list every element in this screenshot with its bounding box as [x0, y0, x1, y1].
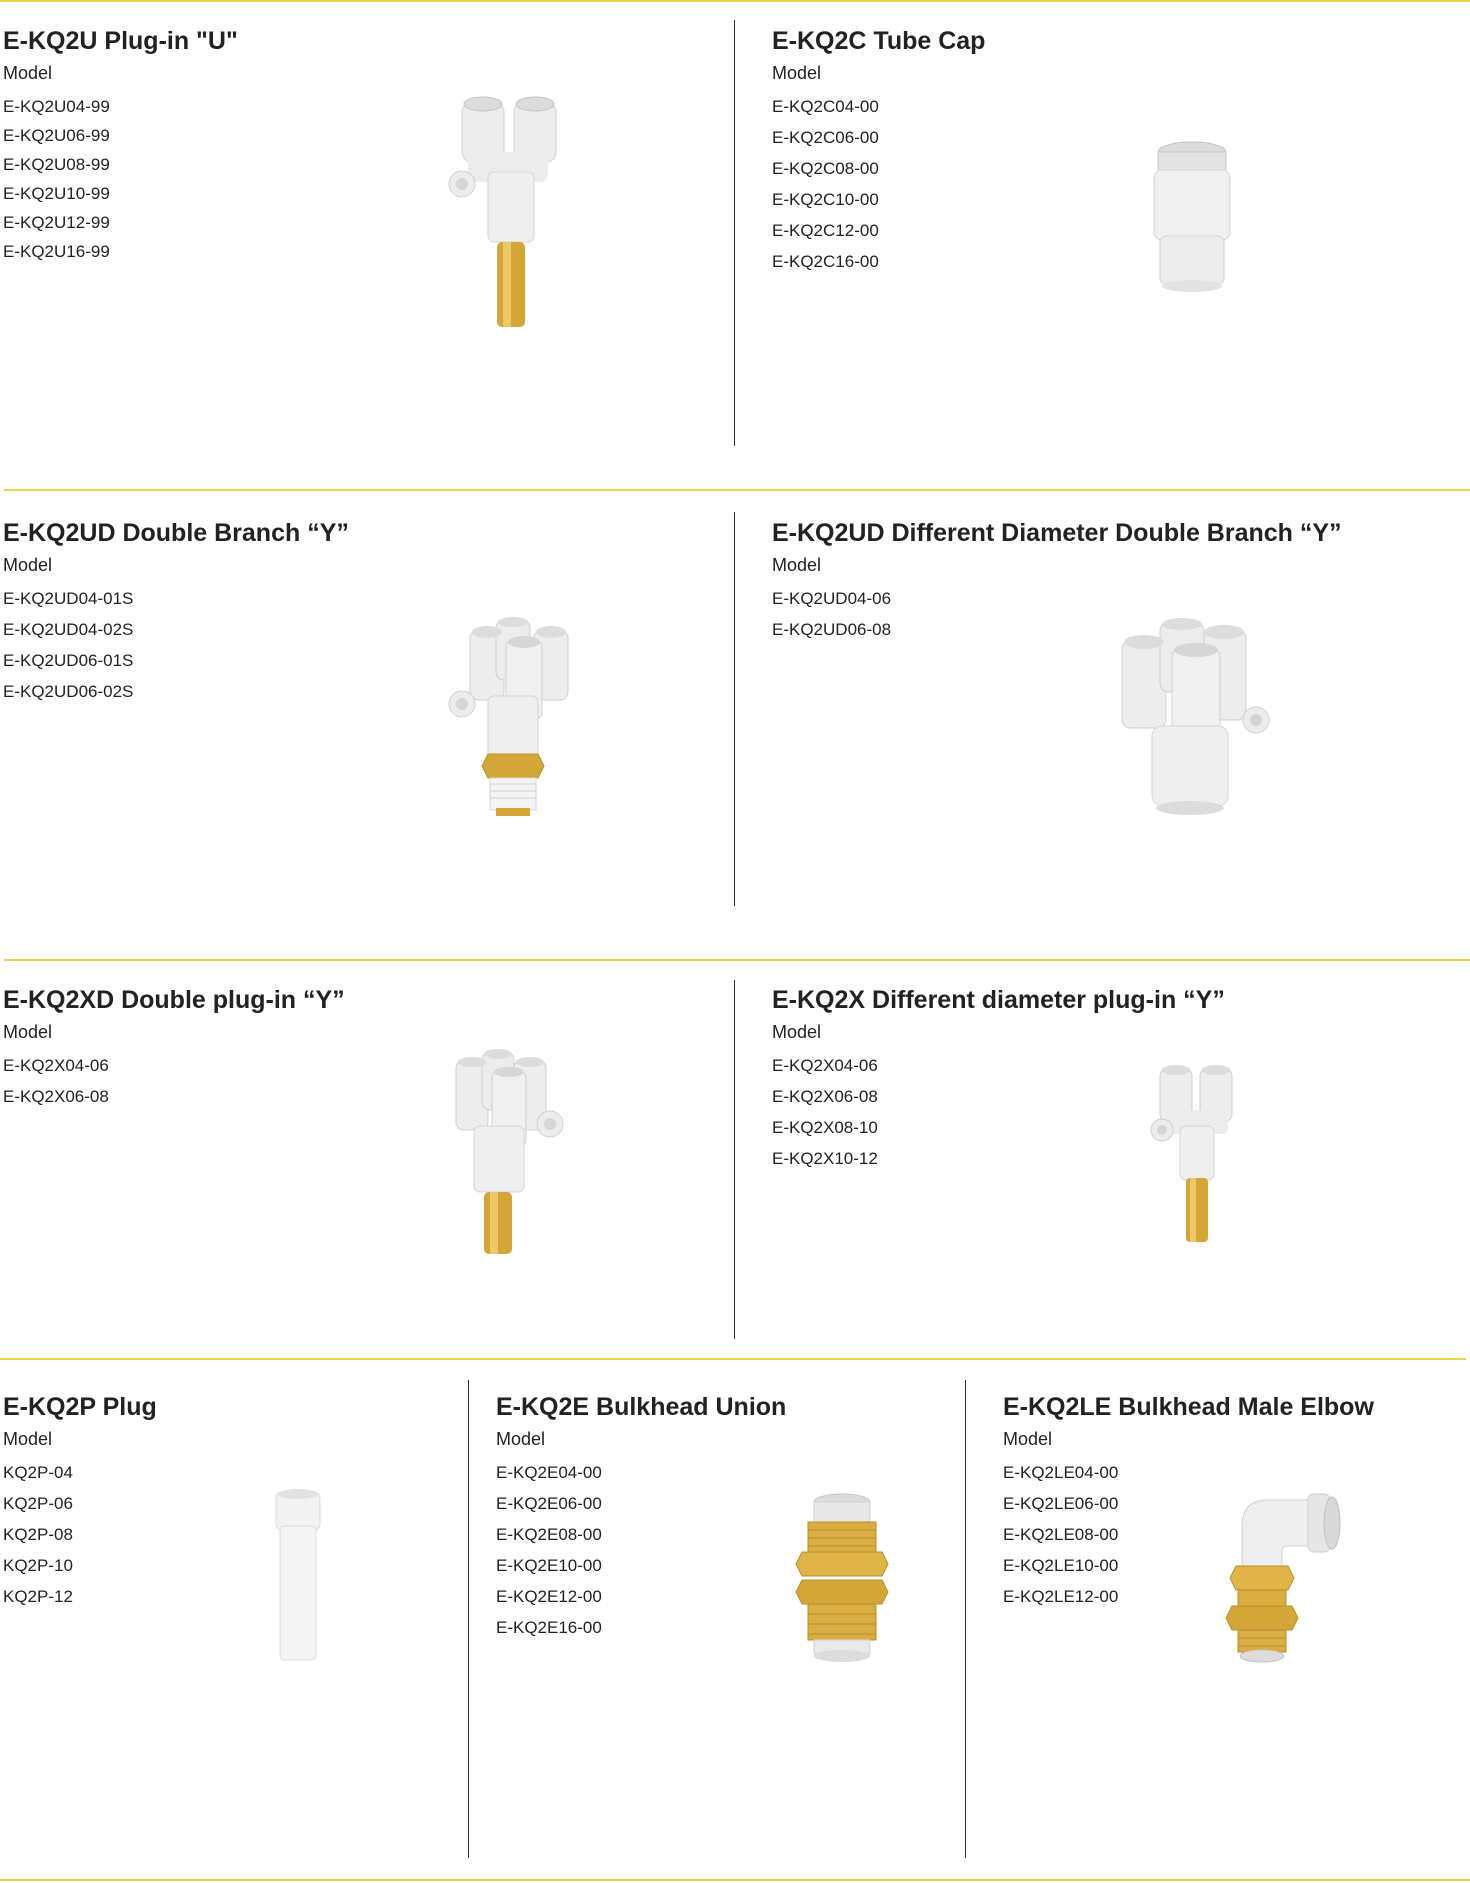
- model-label: Model: [3, 1022, 53, 1042]
- model-item: E-KQ2UD06-01S: [3, 651, 134, 670]
- model-list: [3, 1051, 345, 1113]
- model-label: Model: [3, 1429, 53, 1449]
- model-item: E-KQ2LE06-00: [1003, 1494, 1119, 1513]
- model-label: Model: [772, 1022, 822, 1042]
- model-item: E-KQ2LE04-00: [1003, 1463, 1119, 1482]
- model-label: Model: [3, 63, 53, 83]
- model-item: E-KQ2LE12-00: [1003, 1587, 1119, 1606]
- model-label: Model: [772, 555, 822, 575]
- model-item: E-KQ2X08-10: [772, 1118, 878, 1137]
- product-title: E-KQ2UD Double Branch “Y”: [3, 519, 349, 547]
- product-title: E-KQ2UD Different Diameter Double Branch “Y”: [772, 519, 1342, 547]
- different-diameter-double-branch-y-image: [1116, 616, 1272, 821]
- model-item: E-KQ2U16-99: [3, 242, 110, 261]
- model-label: Model: [1003, 1429, 1053, 1449]
- model-item: E-KQ2X04-06: [772, 1056, 878, 1075]
- model-item: E-KQ2E10-00: [496, 1556, 602, 1575]
- divider-row-1: [4, 489, 1470, 491]
- model-item: E-KQ2U04-99: [3, 97, 110, 116]
- model-item: E-KQ2X06-08: [3, 1087, 109, 1106]
- model-item: E-KQ2C04-00: [772, 97, 879, 116]
- model-list: [496, 1458, 786, 1644]
- model-item: E-KQ2UD06-08: [772, 620, 892, 639]
- product-title: E-KQ2U Plug-in "U": [3, 27, 238, 55]
- model-label: Model: [3, 555, 53, 575]
- model-item: E-KQ2E16-00: [496, 1618, 602, 1637]
- model-label: Model: [496, 1429, 546, 1449]
- product-title: E-KQ2X Different diameter plug-in “Y”: [772, 986, 1225, 1014]
- model-item: E-KQ2E06-00: [496, 1494, 602, 1513]
- product-title: E-KQ2XD Double plug-in “Y”: [3, 986, 345, 1014]
- model-item: E-KQ2UD04-06: [772, 589, 892, 608]
- column-divider-row-4a: [468, 1380, 469, 1858]
- model-item: E-KQ2U12-99: [3, 213, 110, 232]
- model-item: E-KQ2X10-12: [772, 1149, 878, 1168]
- model-list: [3, 92, 238, 266]
- model-item: E-KQ2C12-00: [772, 221, 879, 240]
- divider-row-3: [0, 1358, 1466, 1360]
- model-item: E-KQ2X04-06: [3, 1056, 109, 1075]
- product-card-double-branch-y: [3, 518, 349, 708]
- model-item: KQ2P-10: [3, 1556, 73, 1575]
- product-title: E-KQ2E Bulkhead Union: [496, 1393, 787, 1421]
- model-item: E-KQ2U06-99: [3, 126, 110, 145]
- model-item: E-KQ2UD04-01S: [3, 589, 134, 608]
- product-title: E-KQ2LE Bulkhead Male Elbow: [1003, 1393, 1374, 1421]
- double-plug-in-y-image: [448, 1048, 568, 1263]
- column-divider-row-1: [734, 20, 735, 446]
- model-item: E-KQ2C06-00: [772, 128, 879, 147]
- model-item: E-KQ2U08-99: [3, 155, 110, 174]
- model-item: E-KQ2LE08-00: [1003, 1525, 1119, 1544]
- model-item: E-KQ2C16-00: [772, 252, 879, 271]
- plug-image: [270, 1486, 326, 1668]
- model-item: E-KQ2UD04-02S: [3, 620, 134, 639]
- model-label: Model: [772, 63, 822, 83]
- divider-bottom: [0, 1879, 1470, 1881]
- bulkhead-male-elbow-image: [1212, 1486, 1346, 1668]
- model-item: E-KQ2UD06-02S: [3, 682, 134, 701]
- column-divider-row-3: [734, 980, 735, 1339]
- divider-top: [0, 0, 1470, 2]
- model-item: E-KQ2E12-00: [496, 1587, 602, 1606]
- model-item: E-KQ2X06-08: [772, 1087, 878, 1106]
- product-title: E-KQ2P Plug: [3, 1393, 157, 1421]
- model-item: E-KQ2E08-00: [496, 1525, 602, 1544]
- product-title: E-KQ2C Tube Cap: [772, 27, 986, 55]
- column-divider-row-2: [734, 512, 735, 906]
- product-card-plug: [3, 1392, 157, 1613]
- model-item: E-KQ2C08-00: [772, 159, 879, 178]
- product-card-plug-in-u: [3, 26, 238, 266]
- product-card-tube-cap: [772, 26, 985, 278]
- double-branch-y-fitting-image: [448, 616, 572, 821]
- model-item: E-KQ2LE10-00: [1003, 1556, 1119, 1575]
- different-diameter-plug-in-y-image: [1148, 1060, 1244, 1250]
- model-item: E-KQ2E04-00: [496, 1463, 602, 1482]
- model-item: E-KQ2U10-99: [3, 184, 110, 203]
- product-card-double-plug-in-y: [3, 985, 345, 1113]
- model-list: [3, 584, 349, 708]
- model-item: KQ2P-08: [3, 1525, 73, 1544]
- column-divider-row-4b: [965, 1380, 966, 1858]
- model-list: [772, 92, 985, 278]
- model-list: [3, 1458, 157, 1613]
- plug-in-u-fitting-image: [448, 92, 578, 337]
- tube-cap-image: [1144, 140, 1240, 295]
- bulkhead-union-image: [792, 1492, 892, 1664]
- divider-row-2: [4, 959, 1470, 961]
- model-item: KQ2P-12: [3, 1587, 73, 1606]
- product-card-bulkhead-union: [496, 1392, 786, 1644]
- model-item: KQ2P-06: [3, 1494, 73, 1513]
- model-item: KQ2P-04: [3, 1463, 73, 1482]
- model-item: E-KQ2C10-00: [772, 190, 879, 209]
